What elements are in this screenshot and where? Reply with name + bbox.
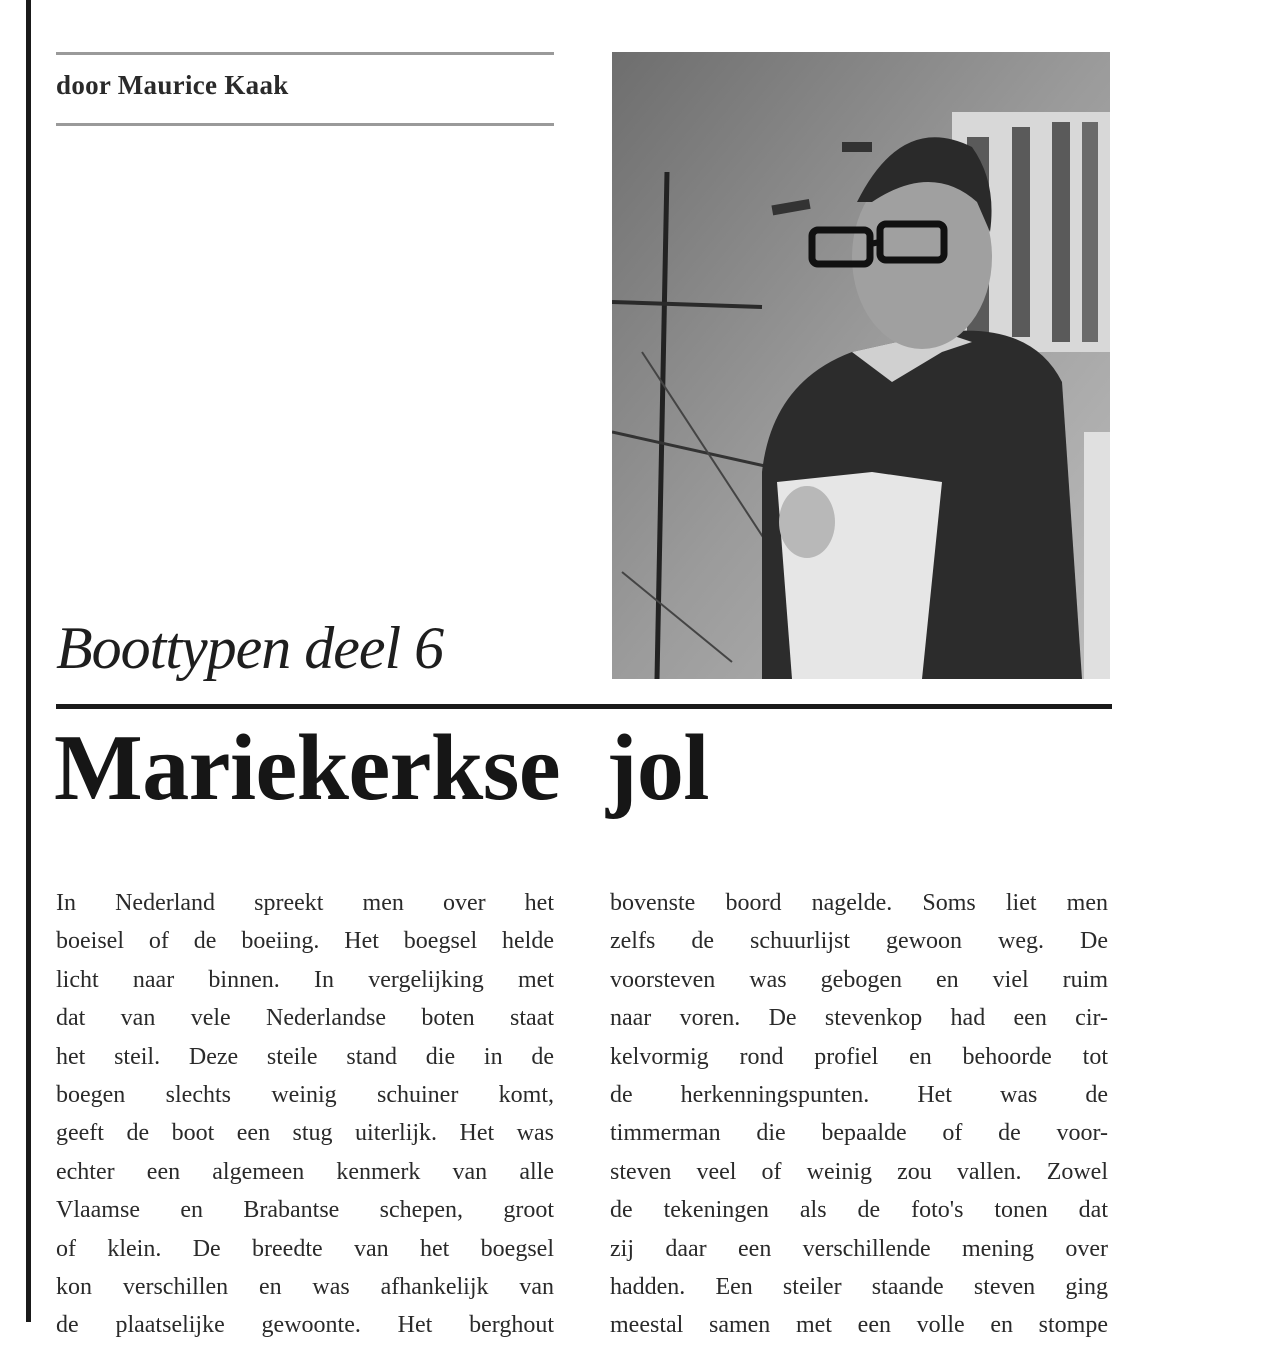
byline-top-rule bbox=[56, 52, 554, 55]
text-line: licht naar binnen. In vergelijking met bbox=[56, 966, 554, 993]
text-line: hadden. Een steiler staande steven ging bbox=[610, 1273, 1108, 1300]
text-line: de herkenningspunten. Het was de bbox=[610, 1081, 1108, 1108]
series-title: Boottypen deel 6 bbox=[56, 615, 444, 681]
text-line: Vlaamse en Brabantse schepen, groot bbox=[56, 1197, 554, 1224]
text-line: of klein. De breedte van het boegsel bbox=[56, 1235, 554, 1262]
text-line: voorsteven was gebogen en viel ruim bbox=[610, 966, 1108, 993]
text-line: zelfs de schuurlijst gewoon weg. De bbox=[610, 928, 1108, 955]
text-line: kon verschillen en was afhankelijk van bbox=[56, 1273, 554, 1300]
text-line: kelvormig rond profiel en behoorde tot bbox=[610, 1043, 1108, 1070]
text-line: de tekeningen als de foto's tonen dat bbox=[610, 1197, 1108, 1224]
text-line: meestal samen met een volle en stompe bbox=[610, 1312, 1108, 1339]
title-rule bbox=[56, 704, 1112, 709]
text-line: zij daar een verschillende mening over bbox=[610, 1235, 1108, 1262]
text-line: dat van vele Nederlandse boten staat bbox=[56, 1005, 554, 1032]
text-line: steven veel of weinig zou vallen. Zowel bbox=[610, 1158, 1108, 1185]
text-line: In Nederland spreekt men over het bbox=[56, 890, 554, 916]
text-line: echter een algemeen kenmerk van alle bbox=[56, 1158, 554, 1185]
portrait-photo-icon bbox=[612, 52, 1110, 679]
text-column-right bbox=[610, 884, 1108, 1345]
byline-bottom-rule bbox=[56, 123, 554, 126]
portrait-photo bbox=[612, 52, 1110, 679]
article-title: Mariekerkse jol bbox=[54, 716, 710, 820]
text-line: het steil. Deze steile stand die in de bbox=[56, 1043, 554, 1070]
text-line: de plaatselijke gewoonte. Het berghout bbox=[56, 1312, 554, 1339]
text-column-left bbox=[56, 884, 554, 1345]
text-line: geeft de boot een stug uiterlijk. Het was bbox=[56, 1120, 554, 1147]
text-line: bovenste boord nagelde. Soms liet men bbox=[610, 890, 1108, 916]
page-border bbox=[26, 0, 31, 1322]
byline: door Maurice Kaak bbox=[56, 70, 289, 100]
text-line: boegen slechts weinig schuiner komt, bbox=[56, 1081, 554, 1108]
text-line: timmerman die bepaalde of de voor- bbox=[610, 1120, 1108, 1147]
text-line: boeisel of de boeiing. Het boegsel helde bbox=[56, 928, 554, 955]
text-line: naar voren. De stevenkop had een cir- bbox=[610, 1005, 1108, 1032]
